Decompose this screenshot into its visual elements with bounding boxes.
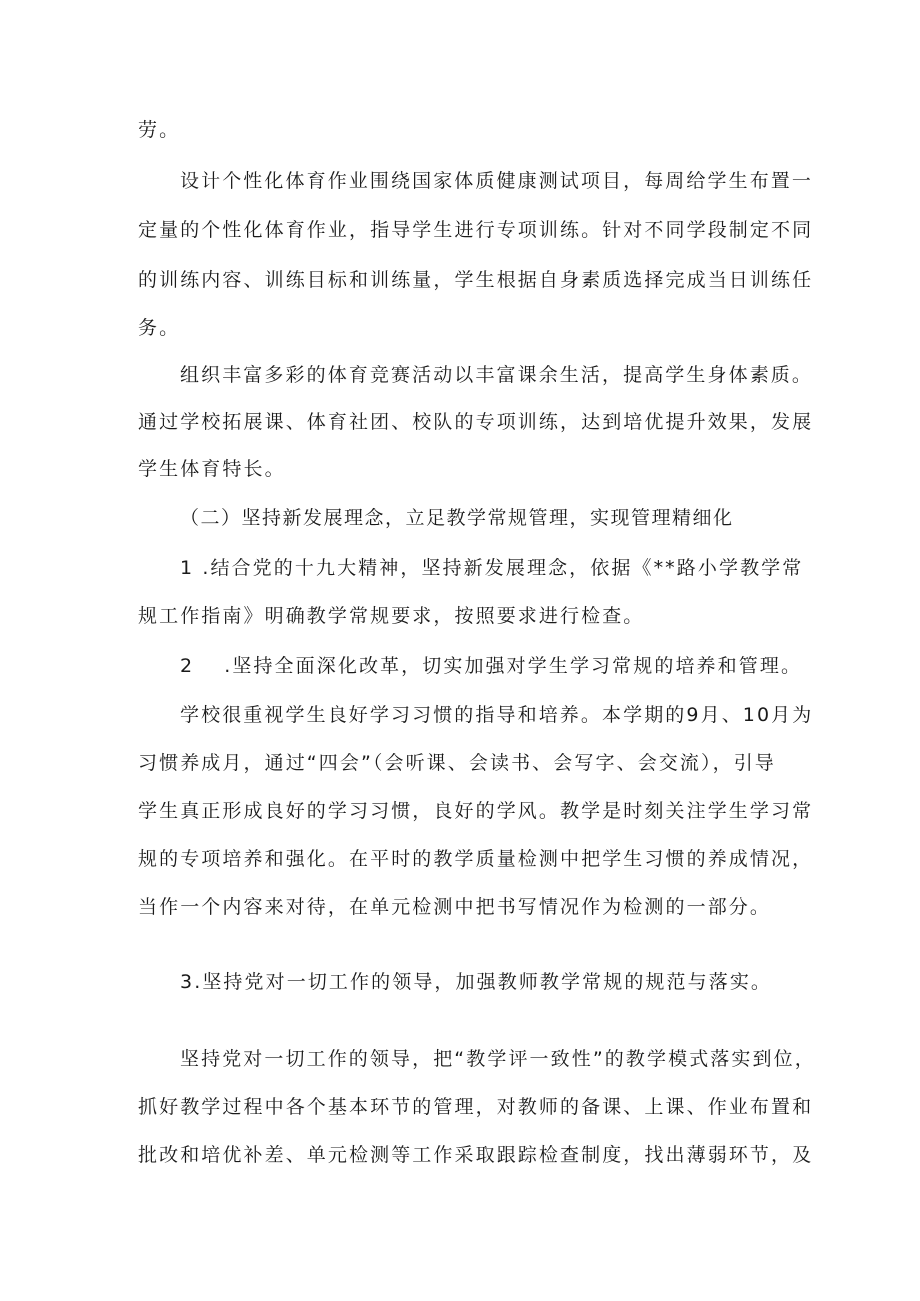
text-line: 定量的个性化体育作业，指导学生进行专项训练。针对不同学段制定不同 [138, 219, 814, 241]
text-line: 学校很重视学生良好学习习惯的指导和培养。本学期的9月、10月为 [180, 704, 814, 726]
text-line: 的训练内容、训练目标和训练量，学生根据自身素质选择完成当日训练任 [138, 269, 814, 291]
text-line: 抓好教学过程中各个基本环节的管理，对教师的备课、上课、作业布置和 [138, 1096, 814, 1118]
text-line: 设计个性化体育作业围绕国家体质健康测试项目，每周给学生布置一 [180, 170, 814, 192]
text-line: 规的专项培养和强化。在平时的教学质量检测中把学生习惯的养成情况， [138, 848, 814, 870]
text-line: 学生真正形成良好的学习习惯，良好的学风。教学是时刻关注学生学习常 [138, 800, 814, 822]
text-line: 批改和培优补差、单元检测等工作采取跟踪检查制度，找出薄弱环节，及 [138, 1144, 814, 1166]
section-heading: （二）坚持新发展理念，立足教学常规管理，实现管理精细化 [180, 507, 734, 529]
text-line: 劳。 [138, 119, 181, 141]
text-line: 务。 [138, 317, 181, 339]
list-item-number: 2 [180, 655, 195, 677]
text-line: 规工作指南》明确教学常规要求，按照要求进行检查。 [138, 605, 645, 627]
text-line: 当作一个内容来对待，在单元检测中把书写情况作为检测的一部分。 [138, 896, 772, 918]
text-line: 1 .结合党的十九大精神，坚持新发展理念，依据《**路小学教学常 [180, 557, 804, 579]
list-item-text: .坚持全面深化改革，切实加强对学生学习常规的培养和管理。 [224, 655, 803, 677]
list-item [180, 652, 802, 680]
text-line: 坚持党对一切工作的领导，把“教学评一致性”的教学模式落实到位， [180, 1048, 816, 1070]
text-line: 学生体育特长。 [138, 458, 286, 480]
text-line: 通过学校拓展课、体育社团、校队的专项训练，达到培优提升效果，发展 [138, 411, 814, 433]
text-line: 组织丰富多彩的体育竞赛活动以丰富课余生活，提高学生身体素质。 [180, 364, 814, 386]
text-line: 习惯养成月，通过“四会”（会听课、会读书、会写字、会交流），引导 [138, 752, 776, 774]
list-item: 3.坚持党对一切工作的领导，加强教师教学常规的规范与落实。 [180, 971, 773, 993]
